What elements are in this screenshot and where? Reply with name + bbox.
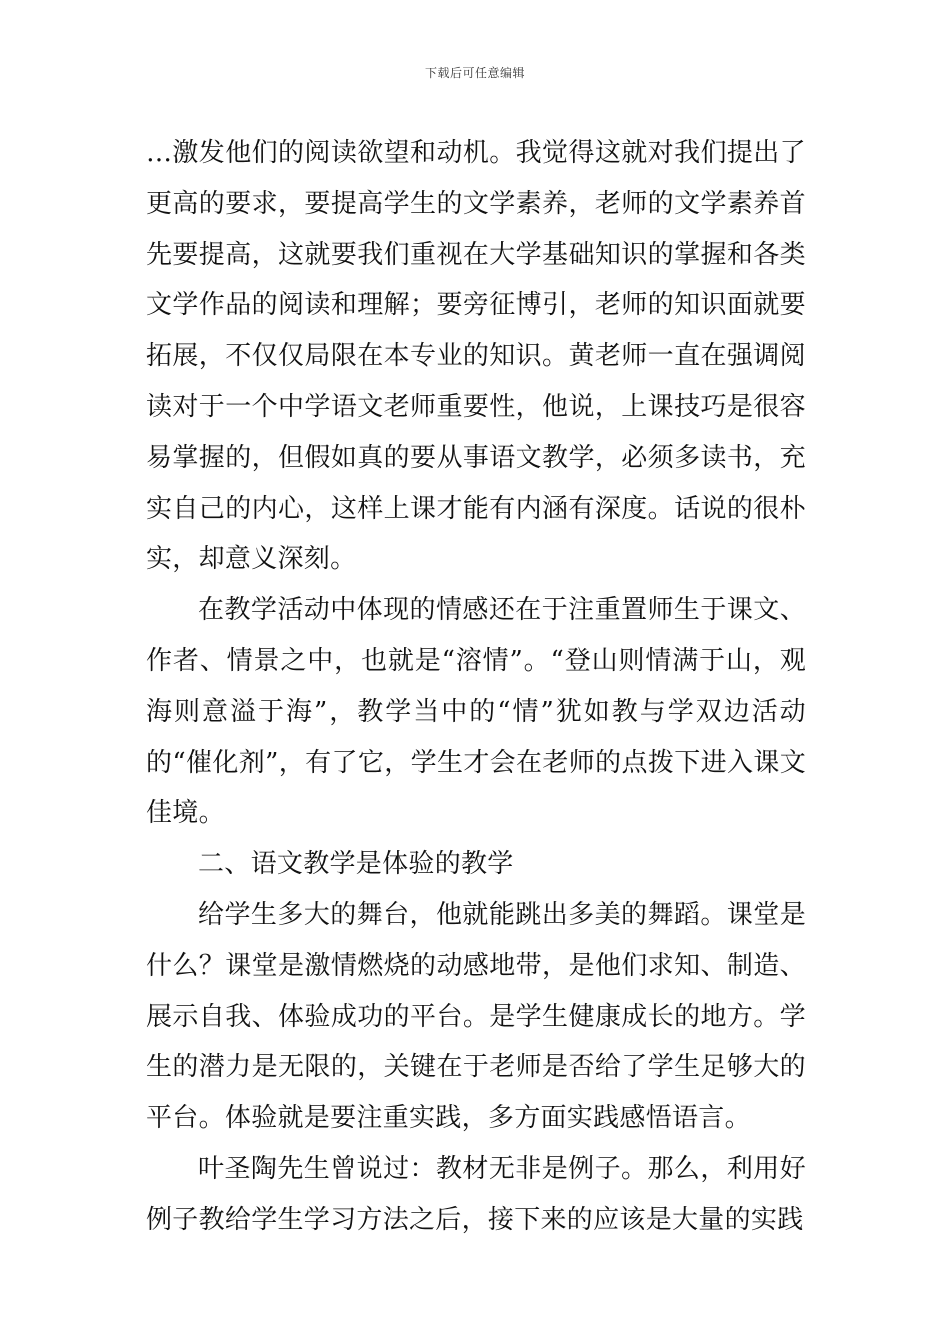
section-heading: 二、语文教学是体验的教学: [198, 849, 514, 880]
paragraph-stage: 给学生多大的舞台，他就能跳出多美的舞蹈。课堂是什么？课堂是激情燃烧的动感地带，是他们求知、制造、展示自我、体验成功的平台。是学生健康成长的地方。学生的潜力是无限的，关键在于老师是否给了学生足够大的平台。体验就是要注重实践，多方面实践感悟语言。: [146, 899, 806, 1134]
paragraph-emotion: 在教学活动中体现的情感还在于注重置师生于课文、作者、情景之中，也就是“溶情”。“登山则情满于山，观海则意溢于海”，教学当中的“情”犹如教与学双边活动的“催化剂”，有了它，学生才会在老师的点拨下进入课文佳境。: [146, 595, 806, 829]
page-header: 下载后可任意编辑: [424, 66, 525, 80]
paragraph-ye-shengtao: 叶圣陶先生曾说过：教材无非是例子。那么，利用好例子教给学生学习方法之后，接下来的应该是大量的实践: [146, 1153, 806, 1235]
paragraph-continuation: …激发他们的阅读欲望和动机。我觉得这就对我们提出了更高的要求，要提高学生的文学素养，老师的文学素养首先要提高，这就要我们重视在大学基础知识的掌握和各类文学作品的阅读和理解；要旁征博引，老师的知识面就要拓展，不仅仅局限在本专业的知识。黄老师一直在强调阅读对于一个中学语文老师重要性，他说，上课技巧是很容易掌握的，但假如真的要从事语文教学，必须多读书，充实自己的内心，这样上课才能有内涵有深度。话说的很朴实，却意义深刻。: [146, 138, 806, 575]
document-body: [146, 128, 806, 1246]
